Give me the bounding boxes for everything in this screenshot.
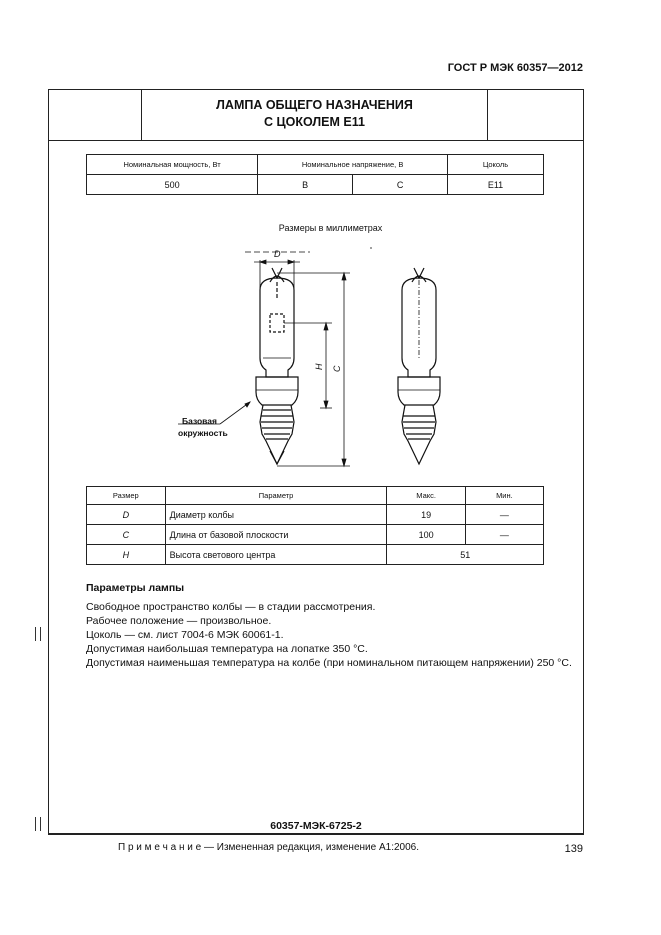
spec-table — [86, 154, 544, 195]
param-min: — — [465, 505, 543, 525]
spec-value-voltage-b: В — [258, 175, 353, 195]
lamp-params-heading: Параметры лампы — [86, 582, 185, 594]
param-value: 51 — [387, 545, 544, 565]
title-line-2: С ЦОКОЛЕМ Е11 — [264, 115, 365, 129]
lamp-drawing — [160, 240, 460, 475]
dimensions-label: Размеры в миллиметрах — [278, 223, 383, 233]
spec-header-base: Цоколь — [448, 155, 544, 175]
table-row — [87, 545, 544, 565]
param-header-min: Мин. — [465, 487, 543, 505]
param-header-parameter: Параметр — [165, 487, 387, 505]
param-table-header-row — [87, 487, 544, 505]
lamp-param-line: Допустимая наибольшая температура на лопатке 350 °С. — [86, 643, 368, 655]
title-line-1: ЛАМПА ОБЩЕГО НАЗНАЧЕНИЯ — [216, 98, 413, 112]
table-row — [87, 525, 544, 545]
param-size: D — [87, 505, 166, 525]
label-base-line1: Базовая — [182, 416, 217, 426]
spec-table-header-row — [87, 155, 544, 175]
lamp-param-line: Цоколь — см. лист 7004-6 МЭК 60061-1. — [86, 629, 284, 641]
param-max: 100 — [387, 525, 465, 545]
table-row — [87, 505, 544, 525]
param-name: Высота светового центра — [165, 545, 387, 565]
param-header-size: Размер — [87, 487, 166, 505]
lamp-param-line: Допустимая наименьшая температура на колбе (при номинальном питающем напряжении) 250 °С. — [86, 657, 572, 669]
param-min: — — [465, 525, 543, 545]
sheet-title — [142, 97, 487, 131]
label-h: H — [314, 363, 324, 370]
param-size: H — [87, 545, 166, 565]
label-c: C — [332, 365, 342, 372]
param-size: C — [87, 525, 166, 545]
parameter-table — [86, 486, 544, 565]
lamp-param-line: Свободное пространство колбы — в стадии рассмотрения. — [86, 601, 376, 613]
param-max: 19 — [387, 505, 465, 525]
spec-header-power: Номинальная мощность, Вт — [87, 155, 258, 175]
spec-header-voltage: Номинальное напряжение, В — [258, 155, 448, 175]
sheet-code: 60357-МЭК-6725-2 — [270, 820, 362, 832]
page-number: 139 — [564, 843, 583, 855]
label-base-line2: окружность — [178, 428, 228, 438]
note-text: — Измененная редакция, изменение А1:2006. — [201, 842, 420, 853]
title-divider-right — [487, 89, 488, 141]
param-name: Диаметр колбы — [165, 505, 387, 525]
standard-header: ГОСТ Р МЭК 60357—2012 — [447, 62, 583, 74]
label-d: D — [274, 249, 281, 259]
footer-note — [118, 842, 419, 853]
change-bar-mark — [35, 817, 41, 831]
title-box — [48, 89, 584, 141]
lamp-front-view — [398, 268, 440, 464]
param-name: Длина от базовой плоскости — [165, 525, 387, 545]
lamp-side-view — [256, 268, 298, 464]
note-prefix: П р и м е ч а н и е — [118, 842, 202, 853]
change-bar-mark — [35, 627, 41, 641]
spec-value-power: 500 — [87, 175, 258, 195]
spec-table-value-row — [87, 175, 544, 195]
lamp-param-line: Рабочее положение — произвольное. — [86, 615, 272, 627]
spec-value-base: E11 — [448, 175, 544, 195]
param-header-max: Макс. — [387, 487, 465, 505]
spec-value-voltage-c: С — [353, 175, 448, 195]
footer-divider — [48, 834, 584, 835]
